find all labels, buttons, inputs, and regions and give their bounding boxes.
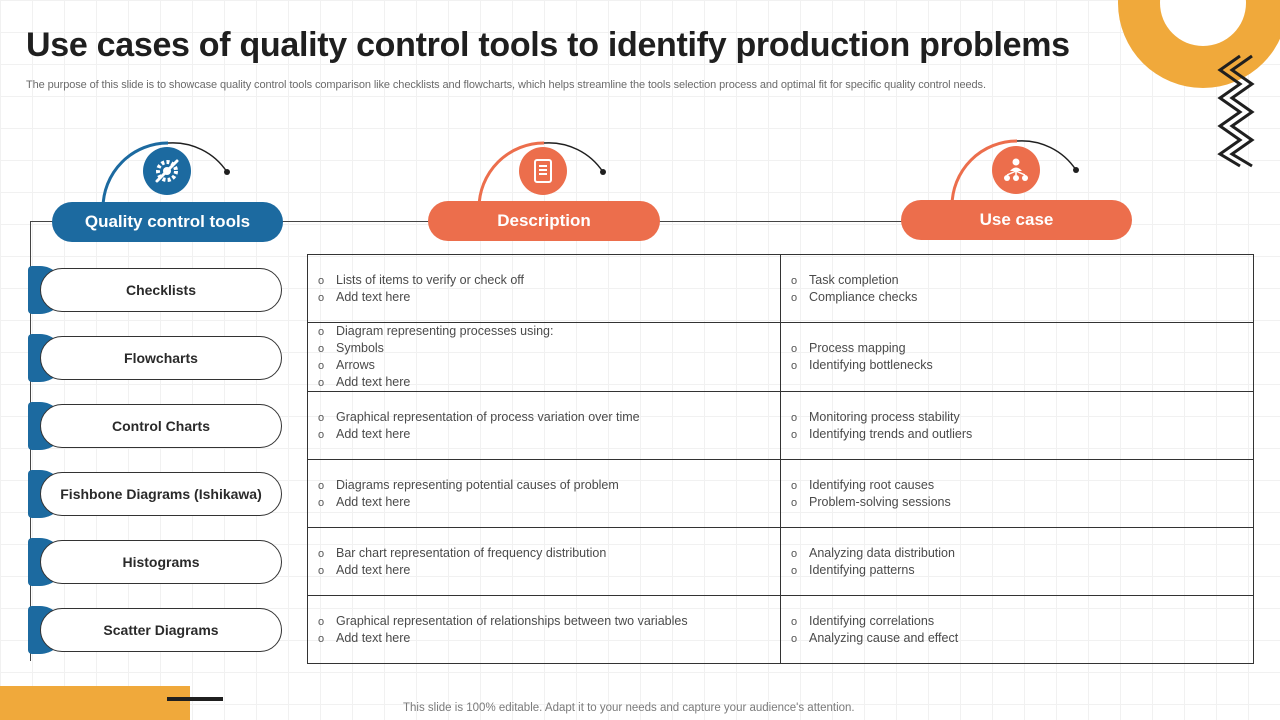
footer-note: This slide is 100% editable. Adapt it to your needs and capture your audience's attention. xyxy=(403,702,855,714)
bullet-item: o Identifying root causes xyxy=(791,477,1253,494)
bullet-item: o Identifying patterns xyxy=(791,562,1253,579)
tool-item xyxy=(28,472,284,518)
tool-label: Fishbone Diagrams (Ishikawa) xyxy=(40,472,282,516)
table-row xyxy=(308,596,1254,664)
table-row xyxy=(308,528,1254,596)
use-case-cell xyxy=(781,323,1254,392)
header-use-case: Use case xyxy=(901,200,1132,240)
tool-item xyxy=(28,608,284,654)
bullet-item: o Analyzing cause and effect xyxy=(791,630,1253,647)
decorative-zigzag xyxy=(1212,52,1256,170)
use-case-cell xyxy=(781,596,1254,664)
tool-label: Control Charts xyxy=(40,404,282,448)
table-row xyxy=(308,255,1254,323)
bullet-item: o Add text here xyxy=(318,374,780,391)
bullet-item: o Arrows xyxy=(318,357,780,374)
document-icon xyxy=(519,147,567,195)
tool-label: Scatter Diagrams xyxy=(40,608,282,652)
tool-label: Checklists xyxy=(40,268,282,312)
tool-item xyxy=(28,540,284,586)
use-case-cell xyxy=(781,392,1254,460)
bullet-item: o Diagrams representing potential causes of problem xyxy=(318,477,780,494)
description-cell xyxy=(308,528,781,596)
bullet-item: o Symbols xyxy=(318,340,780,357)
bullet-item: o Add text here xyxy=(318,494,780,511)
description-cell xyxy=(308,255,781,323)
page-subtitle: The purpose of this slide is to showcase quality control tools comparison like checklists and flowcharts, which helps streamline the tools selection process and optimal fit for specific quality control needs. xyxy=(26,79,986,91)
table-row xyxy=(308,460,1254,528)
tool-item xyxy=(28,404,284,450)
bullet-item: o Add text here xyxy=(318,289,780,306)
tool-item xyxy=(28,268,284,314)
tool-item xyxy=(28,336,284,382)
bullet-item: o Monitoring process stability xyxy=(791,409,1253,426)
description-cell xyxy=(308,460,781,528)
description-cell xyxy=(308,392,781,460)
bullet-item: o Process mapping xyxy=(791,340,1253,357)
bullet-item: o Identifying trends and outliers xyxy=(791,426,1253,443)
bullet-item: o Add text here xyxy=(318,630,780,647)
bullet-item: o Graphical representation of relationships between two variables xyxy=(318,613,780,630)
description-cell xyxy=(308,596,781,664)
footer-dash xyxy=(167,697,223,701)
network-people-icon xyxy=(992,146,1040,194)
use-case-cell xyxy=(781,460,1254,528)
bullet-item: o Add text here xyxy=(318,426,780,443)
tool-label: Flowcharts xyxy=(40,336,282,380)
bullet-item: o Identifying bottlenecks xyxy=(791,357,1253,374)
header-description: Description xyxy=(428,201,660,241)
table-row xyxy=(308,392,1254,460)
bullet-item: o Bar chart representation of frequency distribution xyxy=(318,545,780,562)
wrench-gear-icon xyxy=(143,147,191,195)
bullet-item: o Graphical representation of process variation over time xyxy=(318,409,780,426)
table-row xyxy=(308,323,1254,392)
comparison-table xyxy=(307,254,1254,664)
description-cell xyxy=(308,323,781,392)
bullet-item: o Identifying correlations xyxy=(791,613,1253,630)
use-case-cell xyxy=(781,255,1254,323)
bullet-item: o Diagram representing processes using: xyxy=(318,323,780,340)
bullet-item: o Problem-solving sessions xyxy=(791,494,1253,511)
tool-label: Histograms xyxy=(40,540,282,584)
header-quality-control-tools: Quality control tools xyxy=(52,202,283,242)
bullet-item: o Task completion xyxy=(791,272,1253,289)
footer-accent-bar xyxy=(0,686,190,720)
bullet-item: o Compliance checks xyxy=(791,289,1253,306)
bullet-item: o Add text here xyxy=(318,562,780,579)
bullet-item: o Lists of items to verify or check off xyxy=(318,272,780,289)
use-case-cell xyxy=(781,528,1254,596)
page-title: Use cases of quality control tools to identify production problems xyxy=(26,26,1070,64)
bullet-item: o Analyzing data distribution xyxy=(791,545,1253,562)
